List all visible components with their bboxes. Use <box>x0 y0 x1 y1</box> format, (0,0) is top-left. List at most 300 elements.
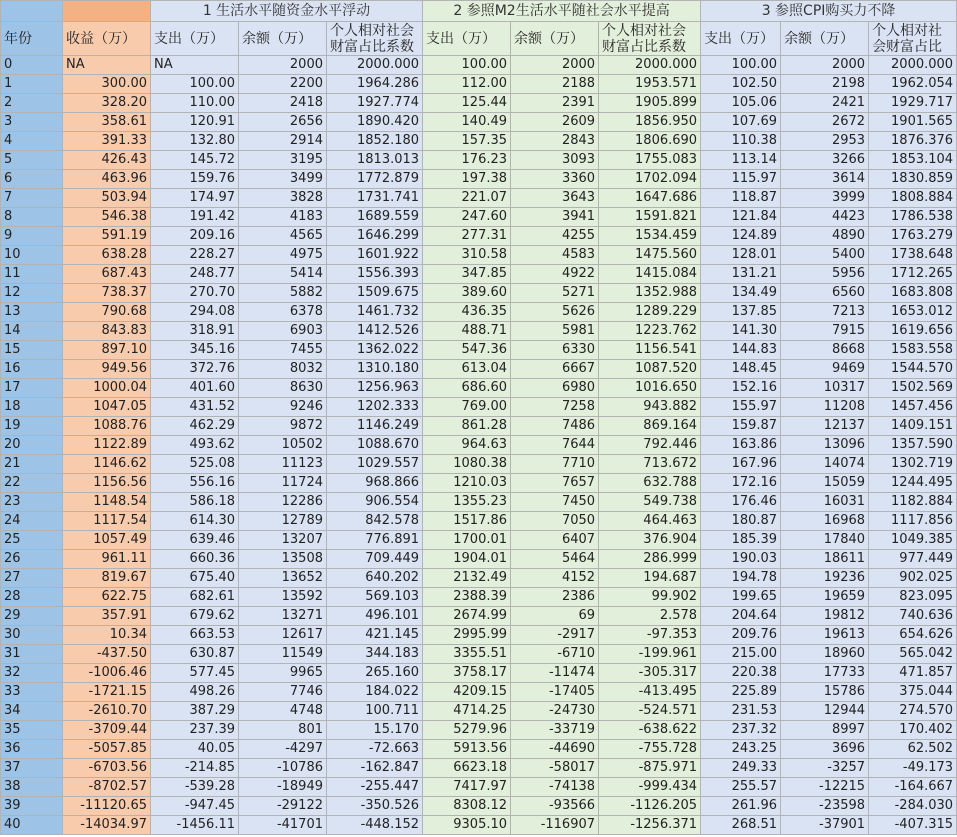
g1-balance-cell[interactable]: 11724 <box>239 474 327 493</box>
g2-coef-cell[interactable]: -1126.205 <box>599 797 701 816</box>
g1-expense-cell[interactable]: 270.70 <box>151 284 239 303</box>
g2-balance-cell[interactable]: -58017 <box>511 759 599 778</box>
g2-coef-cell[interactable]: 713.672 <box>599 455 701 474</box>
g3-expense-cell[interactable]: 255.57 <box>701 778 781 797</box>
g2-coef-cell[interactable]: 2000.000 <box>599 56 701 75</box>
g1-balance-cell[interactable]: 3499 <box>239 170 327 189</box>
g3-balance-cell[interactable]: 2421 <box>781 94 869 113</box>
g1-coef-cell[interactable]: 640.202 <box>327 569 423 588</box>
g3-balance-cell[interactable]: 19659 <box>781 588 869 607</box>
g3-coef-cell[interactable]: 1653.012 <box>869 303 957 322</box>
g3-expense-cell[interactable]: 144.83 <box>701 341 781 360</box>
year-cell[interactable]: 3 <box>1 113 63 132</box>
g1-balance-cell[interactable]: 3828 <box>239 189 327 208</box>
g1-balance-cell[interactable]: 6903 <box>239 322 327 341</box>
g2-expense-cell[interactable]: 197.38 <box>423 170 511 189</box>
g1-balance-cell[interactable]: 13652 <box>239 569 327 588</box>
g3-balance-cell[interactable]: 15786 <box>781 683 869 702</box>
g3-balance-cell[interactable]: 15059 <box>781 474 869 493</box>
g1-balance-cell[interactable]: 11123 <box>239 455 327 474</box>
g1-balance-cell[interactable]: 4748 <box>239 702 327 721</box>
g2-balance-cell[interactable]: 7050 <box>511 512 599 531</box>
g1-expense-cell[interactable]: 614.30 <box>151 512 239 531</box>
g3-expense-cell[interactable]: 113.14 <box>701 151 781 170</box>
g1-expense-cell[interactable]: 40.05 <box>151 740 239 759</box>
g1-balance-cell[interactable]: 2000 <box>239 56 327 75</box>
g1-balance-cell[interactable]: 4183 <box>239 208 327 227</box>
g2-balance-cell[interactable]: 2000 <box>511 56 599 75</box>
year-cell[interactable]: 21 <box>1 455 63 474</box>
g1-coef-cell[interactable]: 2000.000 <box>327 56 423 75</box>
g3-balance-cell[interactable]: 2198 <box>781 75 869 94</box>
g1-balance-cell[interactable]: 13592 <box>239 588 327 607</box>
g2-expense-cell[interactable]: 125.44 <box>423 94 511 113</box>
g1-coef-cell[interactable]: 1601.922 <box>327 246 423 265</box>
g1-expense-cell[interactable]: 237.39 <box>151 721 239 740</box>
g2-expense-cell[interactable]: 277.31 <box>423 227 511 246</box>
g3-coef-cell[interactable]: 1808.884 <box>869 189 957 208</box>
header-g3-coef[interactable]: 个人相对社会财富占比 <box>869 22 957 56</box>
g2-coef-cell[interactable]: 1647.686 <box>599 189 701 208</box>
g2-expense-cell[interactable]: 4209.15 <box>423 683 511 702</box>
g3-coef-cell[interactable]: 1049.385 <box>869 531 957 550</box>
year-cell[interactable]: 10 <box>1 246 63 265</box>
g3-balance-cell[interactable]: 7915 <box>781 322 869 341</box>
g3-balance-cell[interactable]: 18960 <box>781 645 869 664</box>
g2-expense-cell[interactable]: 2388.39 <box>423 588 511 607</box>
g2-coef-cell[interactable]: 1087.520 <box>599 360 701 379</box>
year-cell[interactable]: 0 <box>1 56 63 75</box>
income-cell[interactable]: 843.83 <box>63 322 151 341</box>
g1-expense-cell[interactable]: 663.53 <box>151 626 239 645</box>
g1-coef-cell[interactable]: 1146.249 <box>327 417 423 436</box>
year-cell[interactable]: 16 <box>1 360 63 379</box>
g3-coef-cell[interactable]: 1830.859 <box>869 170 957 189</box>
g1-expense-cell[interactable]: 431.52 <box>151 398 239 417</box>
income-cell[interactable]: 819.67 <box>63 569 151 588</box>
g2-coef-cell[interactable]: 1156.541 <box>599 341 701 360</box>
g2-coef-cell[interactable]: 869.164 <box>599 417 701 436</box>
g1-balance-cell[interactable]: 3195 <box>239 151 327 170</box>
g1-balance-cell[interactable]: 12789 <box>239 512 327 531</box>
g1-expense-cell[interactable]: 174.97 <box>151 189 239 208</box>
g3-coef-cell[interactable]: 1929.717 <box>869 94 957 113</box>
g1-coef-cell[interactable]: 184.022 <box>327 683 423 702</box>
g1-balance-cell[interactable]: -41701 <box>239 816 327 835</box>
g2-balance-cell[interactable]: 5626 <box>511 303 599 322</box>
g2-balance-cell[interactable]: 7710 <box>511 455 599 474</box>
income-cell[interactable]: 1146.62 <box>63 455 151 474</box>
header-g1-expense[interactable]: 支出（万） <box>151 22 239 56</box>
year-cell[interactable]: 29 <box>1 607 63 626</box>
g2-balance-cell[interactable]: -11474 <box>511 664 599 683</box>
g1-balance-cell[interactable]: 801 <box>239 721 327 740</box>
g1-expense-cell[interactable]: 318.91 <box>151 322 239 341</box>
g3-coef-cell[interactable]: 1117.856 <box>869 512 957 531</box>
g1-balance-cell[interactable]: 7746 <box>239 683 327 702</box>
g1-balance-cell[interactable]: 4975 <box>239 246 327 265</box>
g3-coef-cell[interactable]: 1544.570 <box>869 360 957 379</box>
g1-coef-cell[interactable]: 265.160 <box>327 664 423 683</box>
g2-coef-cell[interactable]: 1475.560 <box>599 246 701 265</box>
g1-coef-cell[interactable]: 496.101 <box>327 607 423 626</box>
g2-coef-cell[interactable]: 286.999 <box>599 550 701 569</box>
income-cell[interactable]: 300.00 <box>63 75 151 94</box>
year-cell[interactable]: 40 <box>1 816 63 835</box>
g2-balance-cell[interactable]: 7258 <box>511 398 599 417</box>
g3-expense-cell[interactable]: 194.78 <box>701 569 781 588</box>
g2-coef-cell[interactable]: -524.571 <box>599 702 701 721</box>
g2-balance-cell[interactable]: 6407 <box>511 531 599 550</box>
g2-balance-cell[interactable]: 2609 <box>511 113 599 132</box>
year-cell[interactable]: 24 <box>1 512 63 531</box>
year-cell[interactable]: 25 <box>1 531 63 550</box>
income-cell[interactable]: 10.34 <box>63 626 151 645</box>
g1-balance-cell[interactable]: 10502 <box>239 436 327 455</box>
g2-expense-cell[interactable]: 1700.01 <box>423 531 511 550</box>
year-cell[interactable]: 20 <box>1 436 63 455</box>
g1-balance-cell[interactable]: 13207 <box>239 531 327 550</box>
g3-expense-cell[interactable]: 137.85 <box>701 303 781 322</box>
g2-coef-cell[interactable]: 1591.821 <box>599 208 701 227</box>
g3-expense-cell[interactable]: 180.87 <box>701 512 781 531</box>
g2-coef-cell[interactable]: 1702.094 <box>599 170 701 189</box>
year-cell[interactable]: 27 <box>1 569 63 588</box>
income-cell[interactable]: 790.68 <box>63 303 151 322</box>
g1-balance-cell[interactable]: 12617 <box>239 626 327 645</box>
g3-coef-cell[interactable]: -284.030 <box>869 797 957 816</box>
income-cell[interactable]: 738.37 <box>63 284 151 303</box>
g2-coef-cell[interactable]: 376.904 <box>599 531 701 550</box>
header-g1-coef[interactable]: 个人相对社会财富占比系数 <box>327 22 423 56</box>
g2-coef-cell[interactable]: 1953.571 <box>599 75 701 94</box>
g2-balance-cell[interactable]: 6667 <box>511 360 599 379</box>
g3-balance-cell[interactable]: 16031 <box>781 493 869 512</box>
income-cell[interactable]: 546.38 <box>63 208 151 227</box>
g3-expense-cell[interactable]: 243.25 <box>701 740 781 759</box>
g3-expense-cell[interactable]: 167.96 <box>701 455 781 474</box>
g3-expense-cell[interactable]: 152.16 <box>701 379 781 398</box>
g1-expense-cell[interactable]: 525.08 <box>151 455 239 474</box>
g1-coef-cell[interactable]: 1731.741 <box>327 189 423 208</box>
g2-balance-cell[interactable]: 7486 <box>511 417 599 436</box>
g1-coef-cell[interactable]: 1412.526 <box>327 322 423 341</box>
g3-balance-cell[interactable]: 3614 <box>781 170 869 189</box>
g3-balance-cell[interactable]: 5956 <box>781 265 869 284</box>
g1-balance-cell[interactable]: 12286 <box>239 493 327 512</box>
g3-balance-cell[interactable]: 2672 <box>781 113 869 132</box>
g3-coef-cell[interactable]: 565.042 <box>869 645 957 664</box>
g2-expense-cell[interactable]: 5913.56 <box>423 740 511 759</box>
g1-expense-cell[interactable]: 191.42 <box>151 208 239 227</box>
g2-coef-cell[interactable]: 194.687 <box>599 569 701 588</box>
g2-balance-cell[interactable]: 5981 <box>511 322 599 341</box>
g2-balance-cell[interactable]: 3643 <box>511 189 599 208</box>
g1-expense-cell[interactable]: 294.08 <box>151 303 239 322</box>
income-cell[interactable]: 391.33 <box>63 132 151 151</box>
g3-expense-cell[interactable]: 199.65 <box>701 588 781 607</box>
g1-balance-cell[interactable]: 8032 <box>239 360 327 379</box>
year-cell[interactable]: 15 <box>1 341 63 360</box>
g2-coef-cell[interactable]: -305.317 <box>599 664 701 683</box>
g2-expense-cell[interactable]: 7417.97 <box>423 778 511 797</box>
header-g2-expense[interactable]: 支出（万） <box>423 22 511 56</box>
income-cell[interactable]: 1000.04 <box>63 379 151 398</box>
g2-balance-cell[interactable]: -93566 <box>511 797 599 816</box>
g2-expense-cell[interactable]: 8308.12 <box>423 797 511 816</box>
g3-expense-cell[interactable]: 249.33 <box>701 759 781 778</box>
g3-expense-cell[interactable]: 268.51 <box>701 816 781 835</box>
g2-balance-cell[interactable]: 4583 <box>511 246 599 265</box>
g1-expense-cell[interactable]: 660.36 <box>151 550 239 569</box>
income-cell[interactable]: -5057.85 <box>63 740 151 759</box>
group-2-title[interactable]: 2 参照M2生活水平随社会水平提高 <box>423 1 701 22</box>
g2-balance-cell[interactable]: 4152 <box>511 569 599 588</box>
g3-coef-cell[interactable]: 2000.000 <box>869 56 957 75</box>
income-cell[interactable]: -8702.57 <box>63 778 151 797</box>
g2-balance-cell[interactable]: 3093 <box>511 151 599 170</box>
g1-balance-cell[interactable]: 2656 <box>239 113 327 132</box>
g2-expense-cell[interactable]: 4714.25 <box>423 702 511 721</box>
g3-balance-cell[interactable]: 18611 <box>781 550 869 569</box>
g3-expense-cell[interactable]: 121.84 <box>701 208 781 227</box>
g1-coef-cell[interactable]: 1689.559 <box>327 208 423 227</box>
income-cell[interactable]: 426.43 <box>63 151 151 170</box>
g2-expense-cell[interactable]: 389.60 <box>423 284 511 303</box>
g1-coef-cell[interactable]: 1772.879 <box>327 170 423 189</box>
g1-coef-cell[interactable]: 15.170 <box>327 721 423 740</box>
g1-expense-cell[interactable]: 145.72 <box>151 151 239 170</box>
g2-coef-cell[interactable]: 464.463 <box>599 512 701 531</box>
year-cell[interactable]: 30 <box>1 626 63 645</box>
year-cell[interactable]: 36 <box>1 740 63 759</box>
g3-coef-cell[interactable]: 1738.648 <box>869 246 957 265</box>
g1-expense-cell[interactable]: -214.85 <box>151 759 239 778</box>
g2-coef-cell[interactable]: 99.902 <box>599 588 701 607</box>
g2-expense-cell[interactable]: 347.85 <box>423 265 511 284</box>
g2-coef-cell[interactable]: -1256.371 <box>599 816 701 835</box>
g3-coef-cell[interactable]: 1619.656 <box>869 322 957 341</box>
g3-coef-cell[interactable]: 375.044 <box>869 683 957 702</box>
g3-balance-cell[interactable]: 12137 <box>781 417 869 436</box>
g2-balance-cell[interactable]: -17405 <box>511 683 599 702</box>
g1-coef-cell[interactable]: 344.183 <box>327 645 423 664</box>
g3-balance-cell[interactable]: 17733 <box>781 664 869 683</box>
income-cell[interactable]: -11120.65 <box>63 797 151 816</box>
income-cell[interactable]: 357.91 <box>63 607 151 626</box>
g1-coef-cell[interactable]: 1813.013 <box>327 151 423 170</box>
g1-coef-cell[interactable]: 1556.393 <box>327 265 423 284</box>
header-g3-expense[interactable]: 支出（万） <box>701 22 781 56</box>
g1-expense-cell[interactable]: 132.80 <box>151 132 239 151</box>
g3-balance-cell[interactable]: 4890 <box>781 227 869 246</box>
g3-balance-cell[interactable]: 9469 <box>781 360 869 379</box>
g1-balance-cell[interactable]: 5414 <box>239 265 327 284</box>
g3-expense-cell[interactable]: 185.39 <box>701 531 781 550</box>
g1-balance-cell[interactable]: 2200 <box>239 75 327 94</box>
g2-expense-cell[interactable]: 686.60 <box>423 379 511 398</box>
g1-expense-cell[interactable]: 462.29 <box>151 417 239 436</box>
year-cell[interactable]: 1 <box>1 75 63 94</box>
year-cell[interactable]: 34 <box>1 702 63 721</box>
g2-coef-cell[interactable]: 1806.690 <box>599 132 701 151</box>
g3-balance-cell[interactable]: -12215 <box>781 778 869 797</box>
g1-coef-cell[interactable]: -350.526 <box>327 797 423 816</box>
income-cell[interactable]: 949.56 <box>63 360 151 379</box>
income-cell[interactable]: 591.19 <box>63 227 151 246</box>
g3-coef-cell[interactable]: 1712.265 <box>869 265 957 284</box>
g1-expense-cell[interactable]: -947.45 <box>151 797 239 816</box>
g2-balance-cell[interactable]: 3941 <box>511 208 599 227</box>
g2-expense-cell[interactable]: 112.00 <box>423 75 511 94</box>
g3-coef-cell[interactable]: 1786.538 <box>869 208 957 227</box>
g1-coef-cell[interactable]: 709.449 <box>327 550 423 569</box>
g3-expense-cell[interactable]: 261.96 <box>701 797 781 816</box>
g2-expense-cell[interactable]: 436.35 <box>423 303 511 322</box>
g3-balance-cell[interactable]: 16968 <box>781 512 869 531</box>
g3-expense-cell[interactable]: 128.01 <box>701 246 781 265</box>
year-cell[interactable]: 17 <box>1 379 63 398</box>
g3-balance-cell[interactable]: 19812 <box>781 607 869 626</box>
g2-expense-cell[interactable]: 140.49 <box>423 113 511 132</box>
g3-coef-cell[interactable]: 1962.054 <box>869 75 957 94</box>
g3-coef-cell[interactable]: 1853.104 <box>869 151 957 170</box>
g2-balance-cell[interactable]: 2391 <box>511 94 599 113</box>
g2-coef-cell[interactable]: -999.434 <box>599 778 701 797</box>
g2-coef-cell[interactable]: 2.578 <box>599 607 701 626</box>
income-cell[interactable]: 638.28 <box>63 246 151 265</box>
g1-expense-cell[interactable]: -539.28 <box>151 778 239 797</box>
g2-expense-cell[interactable]: 6623.18 <box>423 759 511 778</box>
g3-balance-cell[interactable]: 14074 <box>781 455 869 474</box>
g1-expense-cell[interactable]: 577.45 <box>151 664 239 683</box>
g3-expense-cell[interactable]: 220.38 <box>701 664 781 683</box>
year-cell[interactable]: 7 <box>1 189 63 208</box>
g1-expense-cell[interactable]: 682.61 <box>151 588 239 607</box>
g1-coef-cell[interactable]: 1461.732 <box>327 303 423 322</box>
year-cell[interactable]: 5 <box>1 151 63 170</box>
g3-coef-cell[interactable]: -49.173 <box>869 759 957 778</box>
g3-balance-cell[interactable]: 2953 <box>781 132 869 151</box>
g1-coef-cell[interactable]: 1646.299 <box>327 227 423 246</box>
g1-coef-cell[interactable]: 776.891 <box>327 531 423 550</box>
g2-balance-cell[interactable]: 5271 <box>511 284 599 303</box>
g3-coef-cell[interactable]: 977.449 <box>869 550 957 569</box>
g1-coef-cell[interactable]: 1362.022 <box>327 341 423 360</box>
g3-coef-cell[interactable]: 902.025 <box>869 569 957 588</box>
g3-expense-cell[interactable]: 237.32 <box>701 721 781 740</box>
g1-expense-cell[interactable]: NA <box>151 56 239 75</box>
g2-balance-cell[interactable]: 4255 <box>511 227 599 246</box>
year-cell[interactable]: 37 <box>1 759 63 778</box>
g2-balance-cell[interactable]: 4922 <box>511 265 599 284</box>
header-g2-coef[interactable]: 个人相对社会财富占比系数 <box>599 22 701 56</box>
g2-balance-cell[interactable]: 2188 <box>511 75 599 94</box>
g2-coef-cell[interactable]: 549.738 <box>599 493 701 512</box>
year-cell[interactable]: 38 <box>1 778 63 797</box>
g2-expense-cell[interactable]: 2674.99 <box>423 607 511 626</box>
g2-coef-cell[interactable]: 1534.459 <box>599 227 701 246</box>
g2-balance-cell[interactable]: 6330 <box>511 341 599 360</box>
g3-expense-cell[interactable]: 134.49 <box>701 284 781 303</box>
year-cell[interactable]: 35 <box>1 721 63 740</box>
g1-expense-cell[interactable]: 675.40 <box>151 569 239 588</box>
g1-balance-cell[interactable]: 2418 <box>239 94 327 113</box>
g3-expense-cell[interactable]: 105.06 <box>701 94 781 113</box>
g1-coef-cell[interactable]: 1202.333 <box>327 398 423 417</box>
g1-balance-cell[interactable]: 13508 <box>239 550 327 569</box>
g3-balance-cell[interactable]: 13096 <box>781 436 869 455</box>
g1-coef-cell[interactable]: 1256.963 <box>327 379 423 398</box>
year-cell[interactable]: 31 <box>1 645 63 664</box>
year-cell[interactable]: 26 <box>1 550 63 569</box>
g2-expense-cell[interactable]: 247.60 <box>423 208 511 227</box>
income-cell[interactable]: 1117.54 <box>63 512 151 531</box>
g2-coef-cell[interactable]: 792.446 <box>599 436 701 455</box>
g3-coef-cell[interactable]: 1876.376 <box>869 132 957 151</box>
g3-balance-cell[interactable]: 8668 <box>781 341 869 360</box>
g3-coef-cell[interactable]: 654.626 <box>869 626 957 645</box>
g1-balance-cell[interactable]: -10786 <box>239 759 327 778</box>
income-cell[interactable]: -437.50 <box>63 645 151 664</box>
g1-expense-cell[interactable]: 159.76 <box>151 170 239 189</box>
g1-coef-cell[interactable]: 100.711 <box>327 702 423 721</box>
g1-expense-cell[interactable]: 248.77 <box>151 265 239 284</box>
g2-balance-cell[interactable]: 2386 <box>511 588 599 607</box>
g2-coef-cell[interactable]: -413.495 <box>599 683 701 702</box>
g1-balance-cell[interactable]: 9872 <box>239 417 327 436</box>
g1-balance-cell[interactable]: 9965 <box>239 664 327 683</box>
g2-expense-cell[interactable]: 613.04 <box>423 360 511 379</box>
g1-coef-cell[interactable]: 1964.286 <box>327 75 423 94</box>
g3-coef-cell[interactable]: -407.315 <box>869 816 957 835</box>
g3-coef-cell[interactable]: 1182.884 <box>869 493 957 512</box>
g1-coef-cell[interactable]: 1029.557 <box>327 455 423 474</box>
g3-expense-cell[interactable]: 231.53 <box>701 702 781 721</box>
header-g3-balance[interactable]: 余额（万） <box>781 22 869 56</box>
g1-balance-cell[interactable]: 2914 <box>239 132 327 151</box>
g1-expense-cell[interactable]: 209.16 <box>151 227 239 246</box>
g3-coef-cell[interactable]: 1901.565 <box>869 113 957 132</box>
g2-coef-cell[interactable]: 1223.762 <box>599 322 701 341</box>
year-cell[interactable]: 6 <box>1 170 63 189</box>
g3-coef-cell[interactable]: 1302.719 <box>869 455 957 474</box>
income-cell[interactable]: 961.11 <box>63 550 151 569</box>
g1-expense-cell[interactable]: 228.27 <box>151 246 239 265</box>
income-title-cell[interactable] <box>63 1 151 22</box>
g3-coef-cell[interactable]: 1244.495 <box>869 474 957 493</box>
g2-coef-cell[interactable]: 1755.083 <box>599 151 701 170</box>
g1-expense-cell[interactable]: -1456.11 <box>151 816 239 835</box>
g3-balance-cell[interactable]: 3999 <box>781 189 869 208</box>
g3-coef-cell[interactable]: 1502.569 <box>869 379 957 398</box>
g1-expense-cell[interactable]: 639.46 <box>151 531 239 550</box>
g1-expense-cell[interactable]: 498.26 <box>151 683 239 702</box>
g2-coef-cell[interactable]: -755.728 <box>599 740 701 759</box>
g3-expense-cell[interactable]: 215.00 <box>701 645 781 664</box>
income-cell[interactable]: 1148.54 <box>63 493 151 512</box>
corner-cell[interactable] <box>1 1 63 22</box>
g1-balance-cell[interactable]: 6378 <box>239 303 327 322</box>
year-cell[interactable]: 14 <box>1 322 63 341</box>
g2-coef-cell[interactable]: -875.971 <box>599 759 701 778</box>
g2-expense-cell[interactable]: 861.28 <box>423 417 511 436</box>
g2-expense-cell[interactable]: 488.71 <box>423 322 511 341</box>
g1-expense-cell[interactable]: 630.87 <box>151 645 239 664</box>
g2-coef-cell[interactable]: 1856.950 <box>599 113 701 132</box>
income-cell[interactable]: -6703.56 <box>63 759 151 778</box>
group-1-title[interactable]: 1 生活水平随资金水平浮动 <box>151 1 423 22</box>
